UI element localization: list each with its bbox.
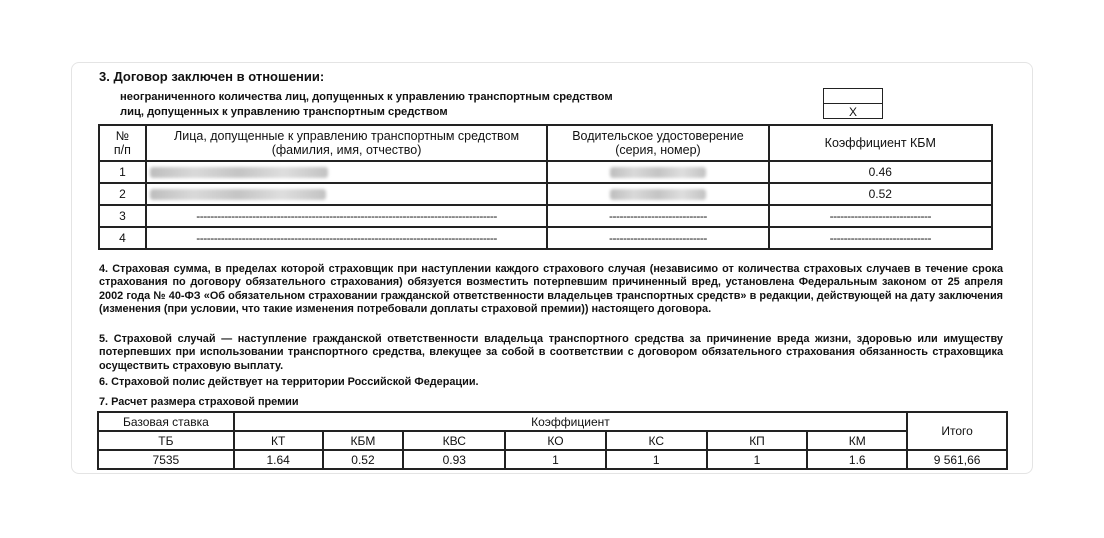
driver-name-redacted [146,161,547,183]
option-limited-drivers: лиц, допущенных к управлению транспортным средством [120,106,448,118]
total-value: 9 561,66 [907,450,1007,469]
row-kbm: 0.46 [769,161,992,183]
row-kbm-empty: ----------------------------- [769,205,992,227]
val-tb: 7535 [98,450,234,469]
checkbox-unlimited [823,88,883,104]
section-5-text: 5. Страховой случай — наступление гражданской ответственности владельца транспортного средства за причинение вреда жизни, здоровью или имуществу потерпевших при использовании транспортного средства, влекущее за собой в соответствии с договором обязательного страхования обязанность страховщика осуществить страховую выплату. [99,333,1003,372]
drivers-table-header [99,125,992,161]
row-license-empty: ---------------------------- [547,205,768,227]
row-num: 3 [99,205,146,227]
row-name-empty: -------------------------------------------------------------------------------------- [146,227,547,249]
row-num: 4 [99,227,146,249]
section-4-text: 4. Страховая сумма, в пределах которой страховщик при наступлении каждого страхового случая (независимо от количества страховых случаев в течение срока страхования по договору обязательного страхования) обязуется возместить потерпевшим причиненный вред, установлена Федеральным законом от 25 апреля 2002 года № 40-ФЗ «Об обязательном страховании гражданской ответственности владельцев транспортных средств» в редакции, действующей на дату заключения (изменения (при условии, что такие изменения потребовали доплаты страховой премии)) настоящего договора. [99,263,1003,316]
driver-license-redacted [547,183,768,205]
val-kvs: 0.93 [403,450,505,469]
row-kbm: 0.52 [769,183,992,205]
table-row [99,227,992,249]
row-license-empty: ---------------------------- [547,227,768,249]
option-unlimited-drivers: неограниченного количества лиц, допущенных к управлению транспортным средством [120,91,613,103]
coefficient-label: Коэффициент [234,412,907,431]
table-row [99,183,992,205]
premium-table [97,411,1008,470]
row-kbm-empty: ----------------------------- [769,227,992,249]
section-3-title: 3. Договор заключен в отношении: [99,69,325,84]
val-kbm: 0.52 [323,450,404,469]
val-kt: 1.64 [234,450,323,469]
base-rate-label: Базовая ставка [98,412,234,431]
col-ks: КС [606,431,707,450]
driver-license-redacted [547,161,768,183]
val-ks: 1 [606,450,707,469]
row-name-empty: -------------------------------------------------------------------------------------- [146,205,547,227]
col-tb: ТБ [98,431,234,450]
premium-cols-row [98,431,1007,450]
col-kp: КП [707,431,808,450]
section-7-title: 7. Расчет размера страховой премии [99,396,299,408]
table-row [99,161,992,183]
header-num: № п/п [99,125,146,161]
col-kbm: КБМ [323,431,404,450]
section-6-text: 6. Страховой полис действует на территории Российской Федерации. [99,376,479,388]
premium-values-row [98,450,1007,469]
row-num: 2 [99,183,146,205]
header-license: Водительское удостоверение (серия, номер) [547,125,768,161]
table-row [99,205,992,227]
drivers-table [98,124,993,250]
header-name: Лица, допущенные к управлению транспортным средством (фамилия, имя, отчество) [146,125,547,161]
driver-name-redacted [146,183,547,205]
val-kp: 1 [707,450,808,469]
header-kbm: Коэффициент КБМ [769,125,992,161]
premium-header-row [98,412,1007,431]
row-num: 1 [99,161,146,183]
col-km: КМ [807,431,907,450]
col-kt: КТ [234,431,323,450]
checkbox-limited: Х [823,103,883,119]
col-kvs: КВС [403,431,505,450]
val-km: 1.6 [807,450,907,469]
col-ko: КО [505,431,606,450]
val-ko: 1 [505,450,606,469]
total-label: Итого [907,412,1007,450]
